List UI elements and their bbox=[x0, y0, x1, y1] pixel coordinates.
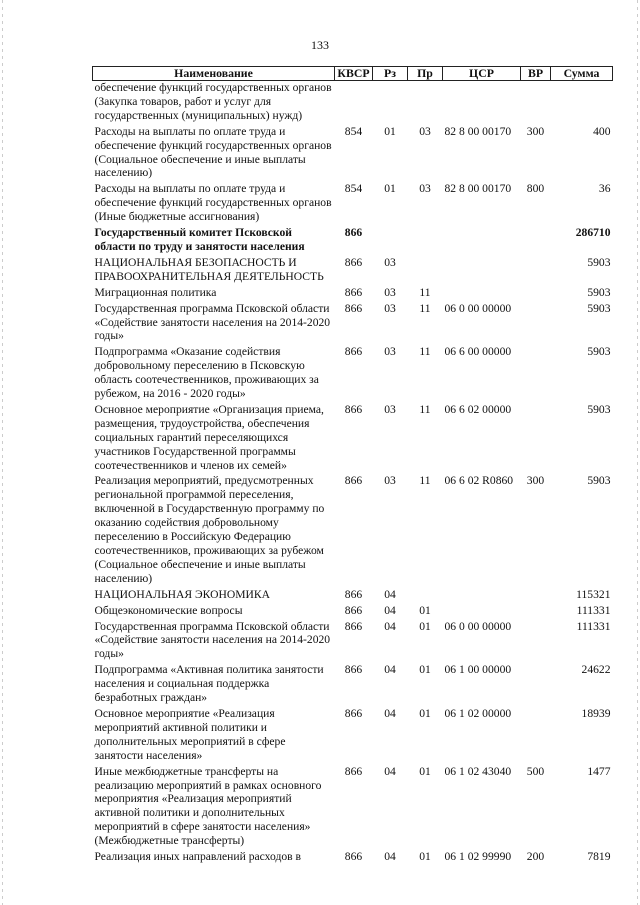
cell-vr bbox=[521, 256, 551, 286]
cell-name: Реализация иных направлений расходов в bbox=[94, 850, 301, 864]
cell-kvsr: 854 bbox=[344, 182, 363, 196]
cell-csr bbox=[443, 256, 521, 286]
cell-vr bbox=[521, 663, 551, 707]
cell-sum: 1477 bbox=[587, 764, 611, 778]
cell-kvsr: 866 bbox=[344, 619, 363, 633]
cell-rz: 03 bbox=[384, 474, 396, 488]
cell-pr: 11 bbox=[419, 402, 431, 416]
cell-name: Подпрограмма «Оказание содействия добровольному переселению в Псковскую область соотечественников, проживающих за рубежом, на 2016 - 2020 годы» bbox=[94, 345, 319, 401]
cell-rz: 03 bbox=[384, 301, 396, 315]
header-sum: Сумма bbox=[551, 67, 613, 81]
cell-vr: 200 bbox=[526, 850, 545, 864]
cell-sum: 36 bbox=[598, 182, 611, 196]
cell-vr bbox=[521, 226, 551, 256]
cell-rz: 04 bbox=[384, 706, 396, 720]
cell-kvsr: 866 bbox=[344, 663, 363, 677]
table-row bbox=[93, 474, 613, 587]
table-row bbox=[93, 81, 613, 125]
table-row bbox=[93, 125, 613, 183]
table-row bbox=[93, 286, 613, 302]
cell-name: Основное мероприятие «Реализация мероприятий активной политики и дополнительных мероприятий в сфере занятости населения» bbox=[94, 706, 286, 762]
scan-edge-right bbox=[637, 0, 638, 905]
cell-sum bbox=[551, 81, 613, 125]
cell-vr bbox=[521, 81, 551, 125]
header-name: Наименование bbox=[93, 67, 335, 81]
cell-csr: 06 6 02 00000 bbox=[444, 402, 512, 416]
cell-pr: 11 bbox=[419, 301, 431, 315]
cell-vr: 300 bbox=[526, 124, 545, 138]
cell-name: Расходы на выплаты по оплате труда и обеспечение функций государственных органов (Иные бюджетные ассигнования) bbox=[94, 182, 332, 224]
cell-pr: 11 bbox=[419, 285, 431, 299]
cell-pr: 01 bbox=[419, 603, 431, 617]
cell-csr: 06 1 02 99990 bbox=[444, 850, 512, 864]
cell-csr: 82 8 00 00170 bbox=[444, 182, 512, 196]
cell-kvsr: 866 bbox=[344, 345, 363, 359]
cell-kvsr: 866 bbox=[344, 402, 363, 416]
cell-rz: 04 bbox=[384, 850, 396, 864]
cell-sum: 5903 bbox=[587, 402, 611, 416]
cell-rz: 04 bbox=[384, 587, 396, 601]
cell-kvsr: 866 bbox=[344, 474, 363, 488]
cell-name: Государственная программа Псковской области «Содействие занятости населения на 2014-2020 годы» bbox=[94, 301, 331, 343]
table-row bbox=[93, 588, 613, 604]
table-header-row bbox=[93, 67, 613, 81]
cell-vr bbox=[521, 403, 551, 475]
cell-rz: 04 bbox=[384, 663, 396, 677]
cell-vr: 500 bbox=[526, 764, 545, 778]
cell-rz: 03 bbox=[384, 345, 396, 359]
cell-csr: 06 1 02 00000 bbox=[444, 706, 512, 720]
cell-name: Миграционная политика bbox=[94, 285, 217, 299]
cell-kvsr: 866 bbox=[344, 764, 363, 778]
cell-csr: 06 1 02 43040 bbox=[444, 764, 512, 778]
cell-rz: 04 bbox=[384, 603, 396, 617]
cell-csr bbox=[443, 604, 521, 620]
cell-vr bbox=[521, 286, 551, 302]
cell-rz: 04 bbox=[384, 619, 396, 633]
cell-csr bbox=[443, 81, 521, 125]
cell-kvsr: 866 bbox=[344, 255, 363, 269]
cell-vr bbox=[521, 707, 551, 765]
table-row bbox=[93, 604, 613, 620]
cell-rz: 01 bbox=[384, 182, 396, 196]
cell-csr: 06 6 02 R0860 bbox=[444, 474, 514, 488]
header-kvsr: КВСР bbox=[335, 67, 373, 81]
cell-name: Общеэкономические вопросы bbox=[94, 603, 243, 617]
cell-name: Основное мероприятие «Организация приема, размещения, трудоустройства, обеспечения социальных гарантий переселяющихся участников Государственной программы соотечественников и членов их семей» bbox=[94, 402, 324, 472]
cell-name: НАЦИОНАЛЬНАЯ БЕЗОПАСНОСТЬ И ПРАВООХРАНИТЕЛЬНАЯ ДЕЯТЕЛЬНОСТЬ bbox=[94, 255, 324, 283]
cell-sum: 111331 bbox=[576, 603, 611, 617]
scan-edge-left bbox=[2, 0, 3, 905]
cell-rz bbox=[373, 226, 408, 256]
cell-pr: 01 bbox=[419, 663, 431, 677]
cell-name: обеспечение функций государственных органов (Закупка товаров, работ и услуг для государственных (муниципальных) нужд) bbox=[94, 81, 332, 122]
cell-kvsr: 866 bbox=[344, 226, 363, 240]
table-row bbox=[93, 302, 613, 346]
cell-csr bbox=[443, 226, 521, 256]
cell-vr: 800 bbox=[526, 182, 545, 196]
cell-pr: 01 bbox=[419, 850, 431, 864]
cell-name: НАЦИОНАЛЬНАЯ ЭКОНОМИКА bbox=[94, 587, 271, 601]
cell-rz: 04 bbox=[384, 764, 396, 778]
table-row bbox=[93, 226, 613, 256]
cell-vr bbox=[521, 620, 551, 664]
table-row bbox=[93, 403, 613, 475]
cell-csr: 06 0 00 00000 bbox=[444, 301, 512, 315]
cell-pr: 01 bbox=[419, 619, 431, 633]
cell-kvsr: 866 bbox=[344, 301, 363, 315]
table-row bbox=[93, 663, 613, 707]
cell-pr: 03 bbox=[419, 182, 431, 196]
cell-pr: 01 bbox=[419, 706, 431, 720]
cell-pr: 11 bbox=[419, 345, 431, 359]
table-row bbox=[93, 182, 613, 226]
cell-sum: 5903 bbox=[587, 255, 611, 269]
cell-rz: 03 bbox=[384, 402, 396, 416]
cell-rz: 01 bbox=[384, 124, 396, 138]
cell-pr: 11 bbox=[419, 474, 431, 488]
cell-sum: 111331 bbox=[576, 619, 611, 633]
table-row bbox=[93, 256, 613, 286]
cell-sum: 24622 bbox=[581, 663, 611, 677]
table-row bbox=[93, 707, 613, 765]
cell-rz bbox=[373, 81, 408, 125]
cell-vr: 300 bbox=[526, 474, 545, 488]
table-row bbox=[93, 345, 613, 403]
cell-kvsr: 866 bbox=[344, 285, 363, 299]
cell-sum: 5903 bbox=[587, 285, 611, 299]
header-pr: Пр bbox=[408, 67, 443, 81]
cell-kvsr: 854 bbox=[344, 124, 363, 138]
cell-vr bbox=[521, 345, 551, 403]
cell-sum: 286710 bbox=[575, 226, 611, 240]
cell-csr: 82 8 00 00170 bbox=[444, 124, 512, 138]
table-row bbox=[93, 620, 613, 664]
cell-rz: 03 bbox=[384, 285, 396, 299]
cell-vr bbox=[521, 588, 551, 604]
header-vr: ВР bbox=[521, 67, 551, 81]
cell-pr bbox=[408, 588, 443, 604]
cell-sum: 115321 bbox=[576, 587, 611, 601]
cell-pr: 01 bbox=[419, 764, 431, 778]
cell-sum: 5903 bbox=[587, 474, 611, 488]
cell-name: Иные межбюджетные трансферты на реализацию мероприятий в рамках основного мероприятия «Реализация мероприятий активной политики и дополнительных мероприятий в сфере занятости населения» (Межбюджетные трансферты) bbox=[94, 764, 322, 848]
cell-name: Расходы на выплаты по оплате труда и обеспечение функций государственных органов (Социальное обеспечение и иные выплаты населению) bbox=[94, 124, 332, 180]
table-body bbox=[93, 81, 613, 866]
cell-sum: 7819 bbox=[587, 850, 611, 864]
budget-table bbox=[92, 66, 613, 866]
cell-name: Реализация мероприятий, предусмотренных региональной программой переселения, включенной в Государственную программу по оказанию содействия добровольному переселению в Российскую Федерацию соотечественников, проживающих за рубежом (Социальное обеспечение и иные выплаты населению) bbox=[94, 474, 325, 585]
table-row bbox=[93, 850, 613, 866]
cell-csr bbox=[443, 286, 521, 302]
cell-kvsr: 866 bbox=[344, 603, 363, 617]
cell-kvsr: 866 bbox=[344, 706, 363, 720]
cell-csr: 06 0 00 00000 bbox=[444, 619, 512, 633]
cell-kvsr bbox=[335, 81, 373, 125]
cell-pr: 03 bbox=[419, 124, 431, 138]
cell-pr bbox=[408, 226, 443, 256]
cell-pr bbox=[408, 81, 443, 125]
cell-pr bbox=[408, 256, 443, 286]
cell-name: Подпрограмма «Активная политика занятости населения и социальная поддержка безработных граждан» bbox=[94, 663, 324, 705]
cell-kvsr: 866 bbox=[344, 587, 363, 601]
cell-sum: 5903 bbox=[587, 301, 611, 315]
cell-vr bbox=[521, 302, 551, 346]
header-rz: Рз bbox=[373, 67, 408, 81]
cell-csr bbox=[443, 588, 521, 604]
cell-sum: 400 bbox=[593, 124, 611, 138]
cell-rz: 03 bbox=[384, 255, 396, 269]
header-csr: ЦСР bbox=[443, 67, 521, 81]
cell-name: Государственный комитет Псковской области по труду и занятости населения bbox=[94, 226, 305, 253]
cell-sum: 18939 bbox=[581, 706, 611, 720]
cell-csr: 06 1 00 00000 bbox=[444, 663, 512, 677]
cell-sum: 5903 bbox=[587, 345, 611, 359]
cell-csr: 06 6 00 00000 bbox=[444, 345, 512, 359]
cell-name: Государственная программа Псковской области «Содействие занятости населения на 2014-2020 годы» bbox=[94, 619, 331, 661]
table-row bbox=[93, 765, 613, 850]
cell-vr bbox=[521, 604, 551, 620]
page-number: 133 bbox=[311, 38, 329, 52]
cell-kvsr: 866 bbox=[344, 850, 363, 864]
